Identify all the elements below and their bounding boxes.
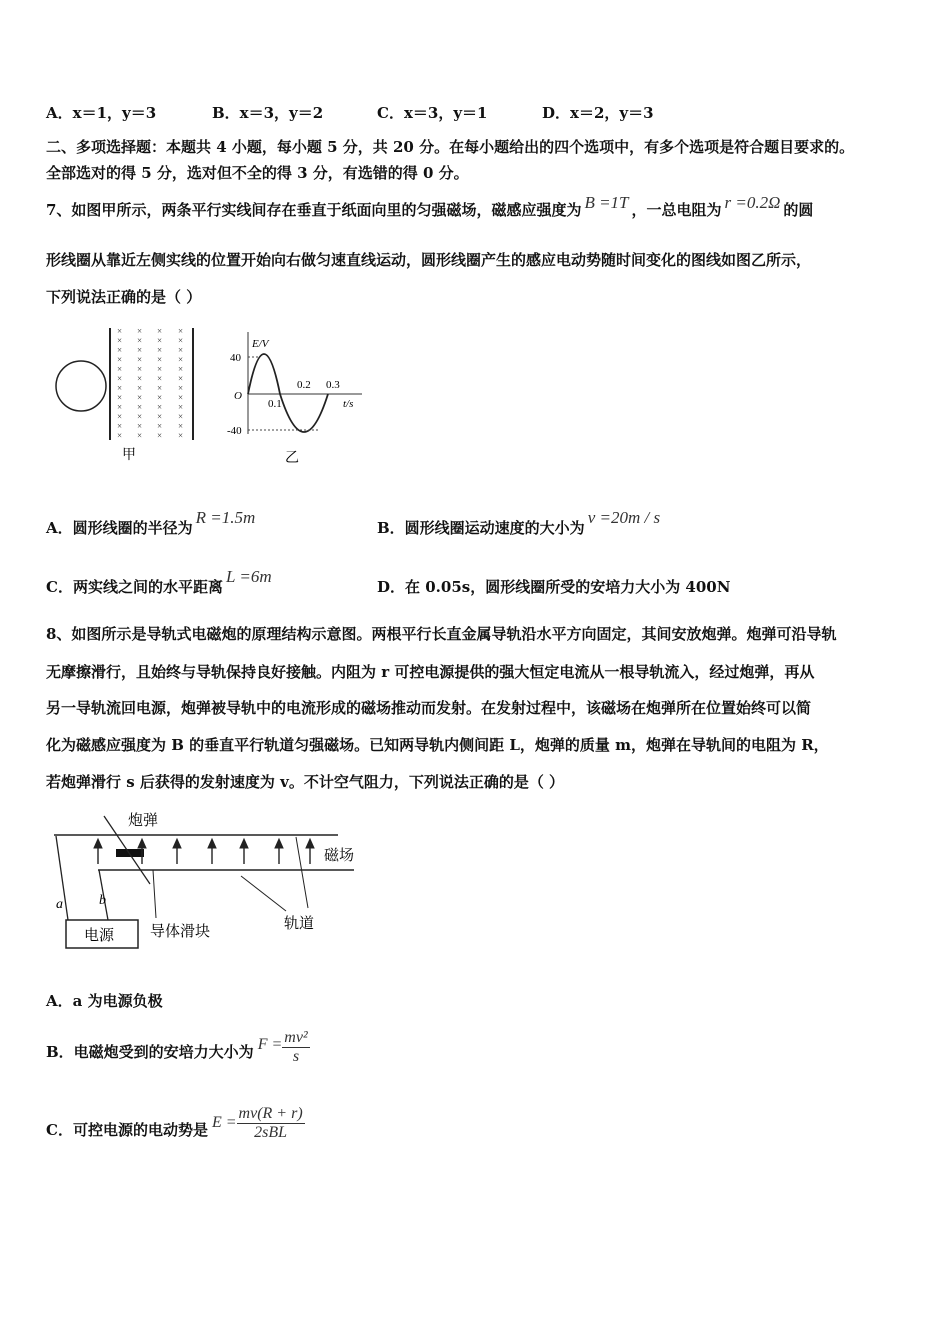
- field-x-mark: ×: [157, 421, 163, 431]
- field-label: 磁场: [324, 848, 355, 864]
- section2-line1: 二、多项选择题：本题共 4 小题，每小题 5 分，共 20 分。在每小题给出的四个选项中，有多个选项是符合题目要求的。: [46, 138, 855, 156]
- q7-line1-c: 的圆: [783, 201, 814, 219]
- option-d: D．x＝2，y＝3: [542, 104, 654, 122]
- field-x-mark: ×: [178, 335, 184, 346]
- field-x-mark: ×: [137, 392, 143, 403]
- field-x-mark: ×: [137, 383, 143, 393]
- q8-option-b-den: s: [292, 1047, 300, 1065]
- field-x-mark: ×: [178, 364, 184, 374]
- q7-option-c-math: L =6m: [225, 567, 272, 586]
- q7-option-a-text: A．圆形线圈的半径为: [46, 519, 193, 537]
- shell-label: 炮弹: [128, 813, 159, 829]
- q8-option-c-lhs: E =: [211, 1114, 237, 1131]
- field-x-mark: ×: [157, 402, 163, 412]
- field-x-mark: ×: [178, 392, 184, 403]
- field-x-mark: ×: [137, 335, 143, 346]
- field-x-mark: ×: [178, 430, 184, 441]
- field-x-mark: ×: [178, 373, 184, 384]
- graph-ylabel: E/V: [252, 338, 269, 350]
- graph-origin: O: [234, 390, 242, 402]
- q7-line3: 下列说法正确的是（ ）: [46, 288, 202, 306]
- graph-ypos: 40: [230, 352, 241, 364]
- slider-label: 导体滑块: [150, 924, 211, 940]
- field-x-mark: ×: [137, 402, 143, 412]
- q7-option-a-math: R =1.5m: [195, 508, 256, 527]
- q8-option-b-lhs: F =: [257, 1036, 283, 1053]
- field-x-mark: ×: [178, 354, 184, 365]
- q8-figure: [46, 808, 366, 956]
- field-x-mark: ×: [117, 373, 123, 384]
- q8-option-b-num: mv²: [284, 1028, 308, 1046]
- rail-callout-1: [241, 876, 286, 911]
- q8-option-b-text: B．电磁炮受到的安培力大小为: [46, 1043, 254, 1061]
- option-a: A．x＝1，y＝3: [46, 104, 157, 122]
- field-arrow-head: [275, 839, 283, 848]
- field-x-mark: ×: [157, 354, 163, 365]
- field-x-mark: ×: [157, 364, 163, 374]
- q8-option-c-fraction: [237, 1105, 305, 1142]
- q8-line3: 另一导轨流回电源，炮弹被导轨中的电流形成的磁场推动而发射。在发射过程中，该磁场在炮弹所在位置始终可以简: [46, 699, 812, 717]
- field-x-mark: ×: [137, 326, 143, 336]
- field-arrow-head: [94, 839, 102, 848]
- option-b: B．x＝3，y＝2: [212, 104, 324, 122]
- field-x-mark: ×: [137, 373, 143, 384]
- field-x-mark: ×: [157, 430, 163, 441]
- field-arrow-head: [208, 839, 216, 848]
- q7-option-d: D．在 0.05s，圆形线圈所受的安培力大小为 400N: [377, 578, 731, 596]
- field-x-mark: ×: [178, 421, 184, 431]
- q8-option-c-text: C．可控电源的电动势是: [46, 1121, 208, 1139]
- q7-option-b: [377, 508, 661, 538]
- rail-label: 轨道: [284, 916, 315, 932]
- field-x-mark: ×: [137, 364, 143, 374]
- option-c: C．x＝3，y＝1: [377, 104, 488, 122]
- field-x-mark: ×: [117, 430, 123, 441]
- q7-option-c-text: C．两实线之间的水平距离: [46, 578, 223, 596]
- wire-b-label: b: [99, 893, 106, 908]
- field-x-mark: ×: [157, 326, 163, 336]
- field-x-mark: ×: [117, 345, 123, 355]
- field-arrow-head: [240, 839, 248, 848]
- field-x-mark: ×: [178, 411, 184, 422]
- q8-line1: 8、如图所示是导轨式电磁炮的原理结构示意图。两根平行长直金属导轨沿水平方向固定，其间安放炮弹。炮弹可沿导轨: [46, 625, 837, 643]
- q8-line5: 若炮弹滑行 s 后获得的发射速度为 v。不计空气阻力，下列说法正确的是（ ）: [46, 773, 565, 791]
- field-x-mark: ×: [117, 335, 123, 346]
- emf-curve: [248, 354, 328, 432]
- field-x-mark: ×: [117, 402, 123, 412]
- q7-figure: [50, 322, 370, 467]
- slider-callout: [153, 870, 156, 918]
- q7-option-a: [46, 508, 256, 538]
- q8-option-c: [46, 1104, 305, 1152]
- field-x-mark: ×: [157, 383, 163, 393]
- emf-graph: [227, 332, 362, 466]
- field-x-mark: ×: [178, 326, 184, 336]
- q7-line1-b: ，一总电阻为: [631, 201, 722, 219]
- field-x-mark: ×: [137, 354, 143, 365]
- field-x-mark: ×: [178, 383, 184, 393]
- q7-line2: 形线圈从靠近左侧实线的位置开始向右做匀速直线运动，圆形线圈产生的感应电动势随时间变化的图线如图乙所示，: [46, 251, 812, 269]
- q8-option-b-fraction: [282, 1029, 309, 1066]
- q8-line4: 化为磁感应强度为 B 的垂直平行轨道匀强磁场。已知两导轨内侧间距 L，炮弹的质量 m，炮弹在导轨间的电阻为 R，: [46, 736, 829, 754]
- field-x-mark: ×: [178, 402, 184, 412]
- field-x-mark: ×: [137, 430, 143, 441]
- q7-r-value: r =0.2Ω: [724, 193, 781, 212]
- graph-xlabel: t/s: [343, 398, 354, 410]
- field-x-mark: ×: [117, 326, 123, 336]
- wire-a-label: a: [56, 897, 63, 912]
- fig-jia-label: 甲: [122, 448, 136, 463]
- q7-option-b-math: v =20m / s: [587, 508, 661, 527]
- section2-line2: 全部选对的得 5 分，选对但不全的得 3 分，有选错的得 0 分。: [46, 164, 469, 182]
- field-arrow-head: [138, 839, 146, 848]
- q8-option-c-den: 2sBL: [254, 1123, 288, 1141]
- field-x-mark: ×: [157, 411, 163, 422]
- field-arrow-head: [306, 839, 314, 848]
- field-x-mark: ×: [117, 411, 123, 422]
- graph-t3: 0.3: [326, 379, 340, 391]
- q7-line1: [46, 193, 814, 220]
- q8-line2: 无摩擦滑行，且始终与导轨保持良好接触。内阻为 r 可控电源提供的强大恒定电流从一根导轨流入，经过炮弹，再从: [46, 663, 815, 681]
- field-x-mark: ×: [137, 345, 143, 355]
- field-x-mark: ×: [157, 392, 163, 403]
- field-x-mark: ×: [137, 421, 143, 431]
- shell-block: [116, 849, 144, 857]
- graph-yneg: -40: [227, 425, 242, 437]
- field-x-mark: ×: [157, 345, 163, 355]
- magnetic-field-marks: [117, 326, 183, 441]
- q7-line1-a: 7、如图甲所示，两条平行实线间存在垂直于纸面向里的匀强磁场，磁感应强度为: [46, 201, 582, 219]
- field-x-mark: ×: [157, 373, 163, 384]
- q8-option-b: [46, 1030, 310, 1074]
- field-x-mark: ×: [137, 411, 143, 422]
- q7-option-c: [46, 567, 272, 597]
- graph-t2: 0.2: [297, 379, 311, 391]
- field-arrow-head: [173, 839, 181, 848]
- fig-yi-label: 乙: [285, 451, 299, 466]
- field-x-mark: ×: [117, 354, 123, 365]
- power-label: 电源: [84, 928, 115, 944]
- q8-option-a: A．a 为电源负极: [46, 992, 163, 1010]
- field-x-mark: ×: [117, 383, 123, 393]
- field-x-mark: ×: [178, 345, 184, 355]
- field-x-mark: ×: [117, 421, 123, 431]
- q7-b-value: B =1T: [584, 193, 629, 212]
- field-x-mark: ×: [117, 364, 123, 374]
- q7-option-b-text: B．圆形线圈运动速度的大小为: [377, 519, 585, 537]
- q8-option-c-num: mv(R + r): [238, 1104, 303, 1122]
- graph-t1: 0.1: [268, 398, 282, 410]
- field-x-mark: ×: [157, 335, 163, 346]
- coil-circle: [56, 361, 106, 411]
- field-x-mark: ×: [117, 392, 123, 403]
